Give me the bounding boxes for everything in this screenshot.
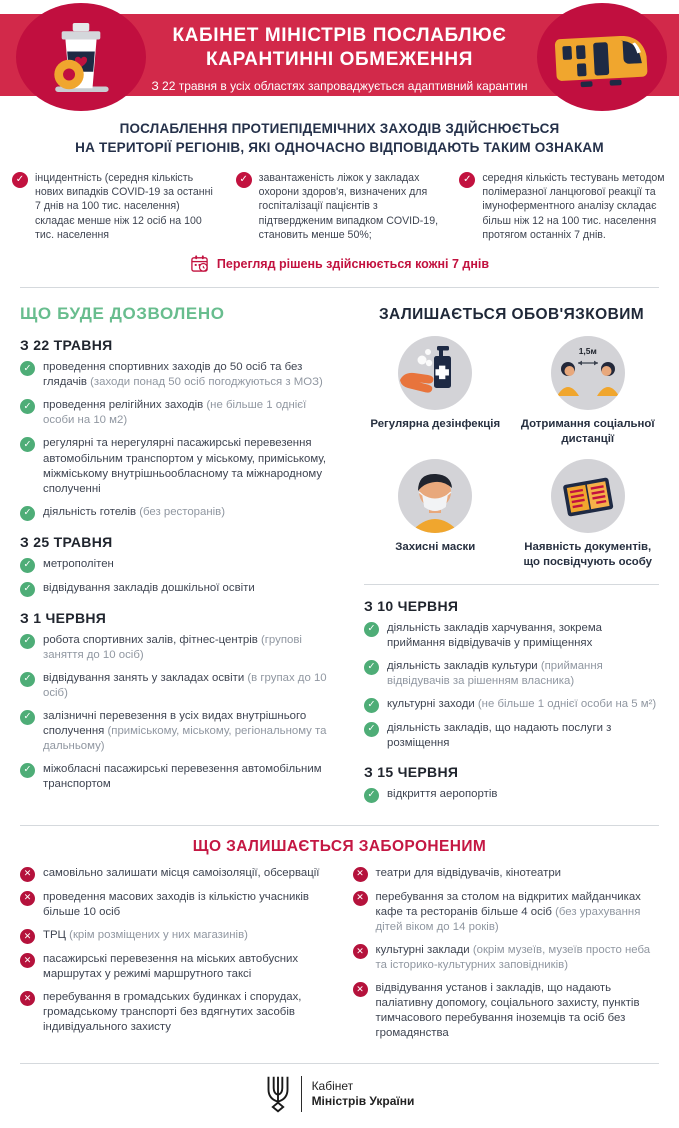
allowed-item (20, 398, 338, 428)
cross-icon: ✕ (20, 953, 35, 968)
cross-icon: ✕ (20, 929, 35, 944)
header-title-line2: КАРАНТИННІ ОБМЕЖЕННЯ (206, 49, 473, 71)
allowed-item-text: діяльність закладів, що надають послуги з розміщення (387, 721, 612, 749)
check-icon: ✓ (20, 399, 35, 414)
banned-item (353, 866, 660, 882)
allowed-item-text: проведення релігійних заходів (не більше 1 однієї особи на 10 м2) (43, 399, 307, 427)
date-heading-june1: З 1 ЧЕРВНЯ (20, 609, 107, 626)
check-icon: ✓ (364, 698, 379, 713)
criteria-item (459, 171, 667, 242)
allowed-item-text: метрополітен (43, 557, 114, 570)
allowed-item-text: проведення спортивних заходів до 50 осіб та без глядачів (заходи понад 50 осіб погоджуються з МОЗ) (43, 361, 323, 389)
allowed-list-may25 (20, 557, 338, 597)
header-band (0, 0, 679, 114)
banned-item-text: відвідування установ і закладів, що надають паліативну допомогу, соціального захисту, пунктів тимчасового перебування іноземців та осіб без громадянства (375, 982, 640, 1040)
allowed-item (364, 659, 659, 689)
check-icon: ✓ (12, 172, 28, 188)
disinfection-icon (398, 336, 472, 410)
check-icon: ✓ (364, 660, 379, 675)
check-icon: ✓ (20, 634, 35, 649)
banned-left-column (20, 866, 327, 1049)
main-columns (0, 300, 679, 811)
disinfection-label: Регулярна дезінфекція (370, 418, 501, 431)
banned-item-text: перебування за столом на відкритих майданчиках кафе та ресторанів більше 4 осіб (без урахування дітей віком до 14 років) (375, 890, 641, 933)
mask-label: Захисні маски (395, 540, 476, 553)
date-heading-may22: З 22 ТРАВНЯ (20, 337, 113, 354)
banned-item-text: ТРЦ (крім розміщених у них магазинів) (43, 928, 248, 941)
metro-train-svg (552, 15, 652, 99)
metro-train-icon (537, 3, 667, 111)
allowed-item (20, 505, 338, 521)
mandatory-item-distance (517, 336, 660, 447)
allowed-item-text: залізничні перевезення в усіх видах внутрішнього сполучення (приміському, міському, регіональному та дальньому) (43, 709, 327, 752)
review-note (0, 254, 679, 273)
allowed-item (20, 436, 338, 496)
allowed-item-text: діяльність закладів культури (приймання відвідувачів за рішенням власника) (387, 659, 603, 687)
divider-right-column (364, 584, 659, 585)
check-icon: ✓ (459, 172, 475, 188)
criteria-item-text: інцидентність (середня кількість нових випадків COVID-19 за останні 7 днів на 100 тис. населення) складає менше ніж 12 осіб на 100 тис. населення (35, 171, 213, 241)
criteria-heading (0, 120, 679, 158)
allowed-list-june1 (20, 633, 338, 792)
check-icon: ✓ (20, 763, 35, 778)
mandatory-column (364, 300, 659, 811)
banned-item (20, 866, 327, 882)
documents-label: Наявність документів, що посвідчують особу (523, 540, 652, 568)
allowed-list-may22 (20, 360, 338, 520)
banned-item (20, 952, 327, 982)
banned-item-text: культурні заклади (окрім музеїв, музеїв просто неба та історико-культурних заповідників) (375, 944, 651, 972)
footer (0, 1064, 679, 1128)
distance-label: 1,5м (578, 346, 597, 357)
banned-item (20, 928, 327, 944)
identity-documents-icon (551, 459, 625, 533)
distance-caption: Дотримання соціальної дистанції (520, 418, 655, 446)
check-icon: ✓ (20, 361, 35, 376)
coffee-cup-svg (35, 11, 127, 103)
allowed-item (20, 581, 338, 597)
cross-icon: ✕ (20, 991, 35, 1006)
cross-icon: ✕ (353, 944, 368, 959)
coffee-donut-icon (16, 3, 146, 111)
protective-mask-svg (398, 459, 472, 533)
date-heading-june15: З 15 ЧЕРВНЯ (364, 763, 459, 780)
criteria-heading-line1: ПОСЛАБЛЕННЯ ПРОТИЕПІДЕМІЧНИХ ЗАХОДІВ ЗДІЙСНЮЄТЬСЯ (119, 121, 560, 136)
banned-item-text: перебування в громадських будинках і спорудах, громадському транспорті без вдягнутих засобів індивідуального захисту (43, 991, 302, 1034)
date-heading-may25: З 25 ТРАВНЯ (20, 533, 113, 550)
check-icon: ✓ (20, 710, 35, 725)
allowed-list-june15 (364, 787, 659, 803)
review-note-text: Перегляд рішень здійснюється кожні 7 днів (216, 256, 490, 271)
check-icon: ✓ (20, 506, 35, 521)
allowed-item-text: регулярні та нерегулярні пасажирські перевезення автомобільним транспортом у міському, приміському, міжміському внутрішньообласному та міжнародному сполученні (43, 437, 327, 495)
criteria-columns (0, 171, 679, 242)
mandatory-item-mask (395, 459, 475, 570)
allowed-item-text: робота спортивних залів, фітнес-центрів (групові заняття до 10 осіб) (43, 633, 302, 661)
footer-org-line2: Міністрів України (311, 1094, 415, 1109)
criteria-item-text: середня кількість тестувань методом полімеразної ланцюгової реакції та імуноферментного аналізу складає більш ніж 12 на 100 тис. населення протягом останніх 7 днів. (482, 171, 665, 241)
header-subtitle: З 22 травня в усіх областях запроваджується адаптивний карантин (151, 78, 528, 93)
allowed-item (364, 697, 659, 713)
cross-icon: ✕ (353, 982, 368, 997)
allowed-item (20, 633, 338, 663)
footer-separator (301, 1076, 302, 1112)
criteria-section (0, 120, 679, 273)
allowed-item-text: міжобласні пасажирські перевезення автомобільним транспортом (43, 762, 322, 791)
allowed-item (20, 557, 338, 573)
divider-banned (20, 825, 659, 826)
cross-icon: ✕ (20, 867, 35, 882)
social-distance-icon (551, 336, 625, 410)
header-text (150, 24, 529, 93)
allowed-item-text: відвідування закладів дошкільної освіти (43, 581, 255, 594)
disinfection-svg (398, 336, 472, 410)
criteria-item (236, 171, 444, 242)
check-icon: ✓ (20, 672, 35, 687)
footer-org (312, 1079, 415, 1109)
allowed-item-text: відкриття аеропортів (387, 787, 498, 800)
banned-heading: ЩО ЗАЛИШАЄТЬСЯ ЗАБОРОНЕНИМ (192, 837, 487, 855)
allowed-item-text: відвідування занять у закладах освіти (в групах до 10 осіб) (43, 671, 327, 699)
banned-item-text: пасажирські перевезення на міських автобусних маршрутах у режимі маршрутного таксі (43, 952, 299, 980)
allowed-item (364, 721, 659, 751)
criteria-heading-line2: НА ТЕРИТОРІЇ РЕГІОНІВ, ЯКІ ОДНОЧАСНО ВІДПОВІДАЮТЬ ТАКИМ ОЗНАКАМ (75, 139, 604, 155)
allowed-item (20, 671, 338, 701)
banned-item (353, 943, 660, 973)
allowed-item (364, 787, 659, 803)
criteria-item (12, 171, 220, 242)
cross-icon: ✕ (353, 867, 368, 882)
banned-columns (0, 866, 679, 1049)
identity-documents-svg (551, 459, 625, 533)
banned-item-text: проведення масових заходів із кількістю учасників більше 10 осіб (43, 890, 309, 918)
ukraine-trident-icon (265, 1075, 291, 1113)
banned-item (20, 890, 327, 920)
mandatory-item-documents (517, 459, 660, 570)
cross-icon: ✕ (353, 891, 368, 906)
allowed-item-text: культурні заходи (не більше 1 однієї особи на 5 м²) (387, 697, 657, 710)
calendar-clock-icon (190, 254, 209, 273)
check-icon: ✓ (20, 437, 35, 452)
check-icon: ✓ (236, 172, 252, 188)
mandatory-icon-grid (364, 336, 659, 569)
protective-mask-icon (398, 459, 472, 533)
date-heading-june10: З 10 ЧЕРВНЯ (364, 597, 459, 614)
allowed-list-june10 (364, 621, 659, 751)
check-icon: ✓ (364, 788, 379, 803)
cross-icon: ✕ (20, 891, 35, 906)
allowed-item (20, 762, 338, 792)
allowed-column (20, 300, 338, 811)
allowed-heading: ЩО БУДЕ ДОЗВОЛЕНО (20, 304, 225, 324)
banned-section (0, 838, 679, 1049)
header-title-line1: КАБІНЕТ МІНІСТРІВ ПОСЛАБЛЮЄ (172, 25, 507, 46)
allowed-item (364, 621, 659, 651)
criteria-item-text: завантаженість ліжок у закладах охорони здоров'я, визначених для госпіталізації пацієнтів з підтвердженим випадком COVID-19, становить менше 50%; (258, 171, 439, 241)
banned-right-column (353, 866, 660, 1049)
check-icon: ✓ (364, 622, 379, 637)
banned-item (353, 890, 660, 935)
allowed-item (20, 709, 338, 754)
mandatory-item-disinfection (370, 336, 500, 447)
check-icon: ✓ (20, 558, 35, 573)
allowed-item-text: діяльність закладів харчування, зокрема приймання відвідувачів у приміщеннях (387, 621, 603, 649)
allowed-item-text: діяльність готелів (без ресторанів) (43, 505, 225, 518)
check-icon: ✓ (364, 722, 379, 737)
footer-org-line1: Кабінет (311, 1079, 354, 1094)
banned-item-text: самовільно залишати місця самоізоляції, обсервації (43, 866, 320, 879)
mandatory-heading: ЗАЛИШАЄТЬСЯ ОБОВ'ЯЗКОВИМ (378, 306, 645, 324)
banned-item-text: театри для відвідувачів, кінотеатри (375, 866, 562, 879)
divider-top (20, 287, 659, 288)
banned-item (353, 981, 660, 1041)
banned-item (20, 990, 327, 1035)
check-icon: ✓ (20, 582, 35, 597)
allowed-item (20, 360, 338, 390)
